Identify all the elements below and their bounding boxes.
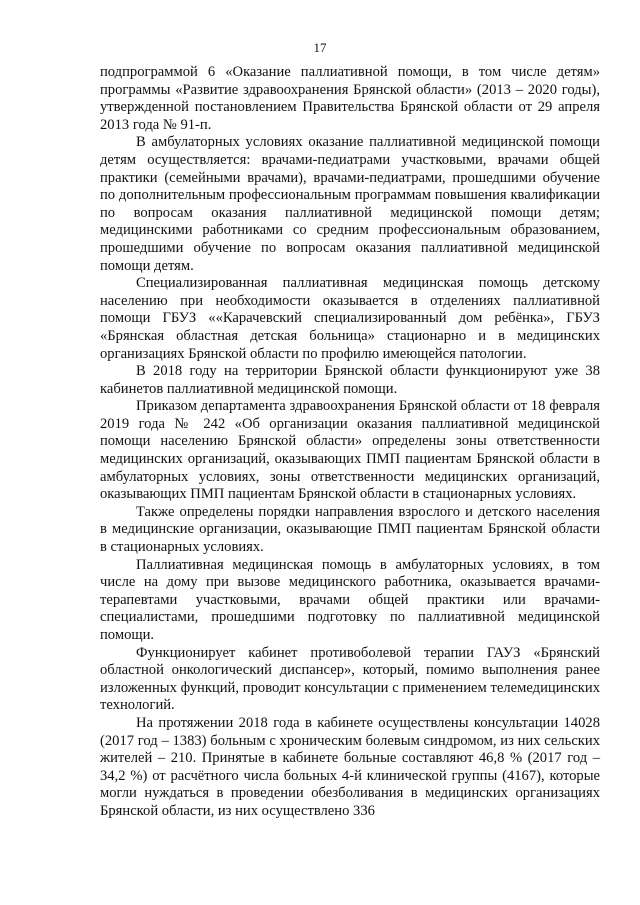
paragraph-consultation-statistics: На протяжении 2018 года в кабинете осуществлены консультации 14028 (2017 год – 1383) больным с хроническим болевым синдромом, из них сельских жителей – 210. Принятые в кабинете больные составляют 46,8 % (2017 год – 34,2 %) от расчётного числа больных 4-й клинической группы (4167), которые могли нуждаться в проведении обезболивания в медицинских организациях Брянской области, из них осуществлено 336 — [100, 714, 600, 819]
paragraph-subprogram-reference: подпрограммой 6 «Оказание паллиативной помощи, в том числе детям» программы «Развитие здравоохранения Брянской области» (2013 – 2020 годы), утвержденной постановлением Правительства Брянской области от 29 апреля 2013 года № 91-п. — [100, 64, 600, 133]
paragraph-pain-therapy-cabinet: Функционирует кабинет противоболевой терапии ГАУЗ «Брянский областной онкологический диспансер», который, помимо выполнения ранее изложенных функций, проводит консультации с применением телемедицинских технологий. — [100, 644, 600, 714]
paragraph-outpatient-care-children: В амбулаторных условиях оказание паллиативной медицинской помощи детям осуществляется: врачами-педиатрами участковыми, врачами общей практики (семейными врачами), врачами-педиатрами, прошедшими обучение по дополнительным профессиональным программам повышения квалификации по вопросам оказания паллиативной медицинской помощи детям; медицинскими работниками со средним профессиональным образованием, прошедшими обучение по вопросам оказания паллиативной медицинской помощи детям. — [100, 134, 600, 274]
paragraph-specialized-care: Специализированная паллиативная медицинская помощь детскому населению при необходимости оказывается в отделениях паллиативной помощи ГБУЗ ««Карачевский специализированный дом ребёнка», ГБУЗ «Брянская областная детская больница» стационарно и в медицинских организациях Брянской области по профилю имеющейся патологии. — [100, 275, 600, 362]
paragraph-referral-procedures: Также определены порядки направления взрослого и детского населения в медицинские организации, оказывающие ПМП пациентам Брянской области в стационарных условиях. — [100, 503, 600, 556]
document-body — [100, 64, 600, 821]
paragraph-outpatient-adult-care: Паллиативная медицинская помощь в амбулаторных условиях, в том числе на дому при вызове медицинского работника, оказывается врачами-терапевтами участковыми, врачами общей практики или врачами-специалистами, прошедшими подготовку по паллиативной медицинской помощи. — [100, 556, 600, 643]
paragraph-department-order: Приказом департамента здравоохранения Брянской области от 18 февраля 2019 года № 242 «Об организации оказания паллиативной медицинской помощи населению Брянской области» определены зоны ответственности медицинских организаций, оказывающих ПМП пациентам Брянской области в амбулаторных условиях, зоны ответственности медицинских организаций, оказывающих ПМП пациентам Брянской области в стационарных условиях. — [100, 398, 600, 503]
paragraph-cabinets-count: В 2018 году на территории Брянской области функционируют уже 38 кабинетов паллиативной медицинской помощи. — [100, 363, 600, 397]
page-number: 17 — [313, 40, 327, 55]
